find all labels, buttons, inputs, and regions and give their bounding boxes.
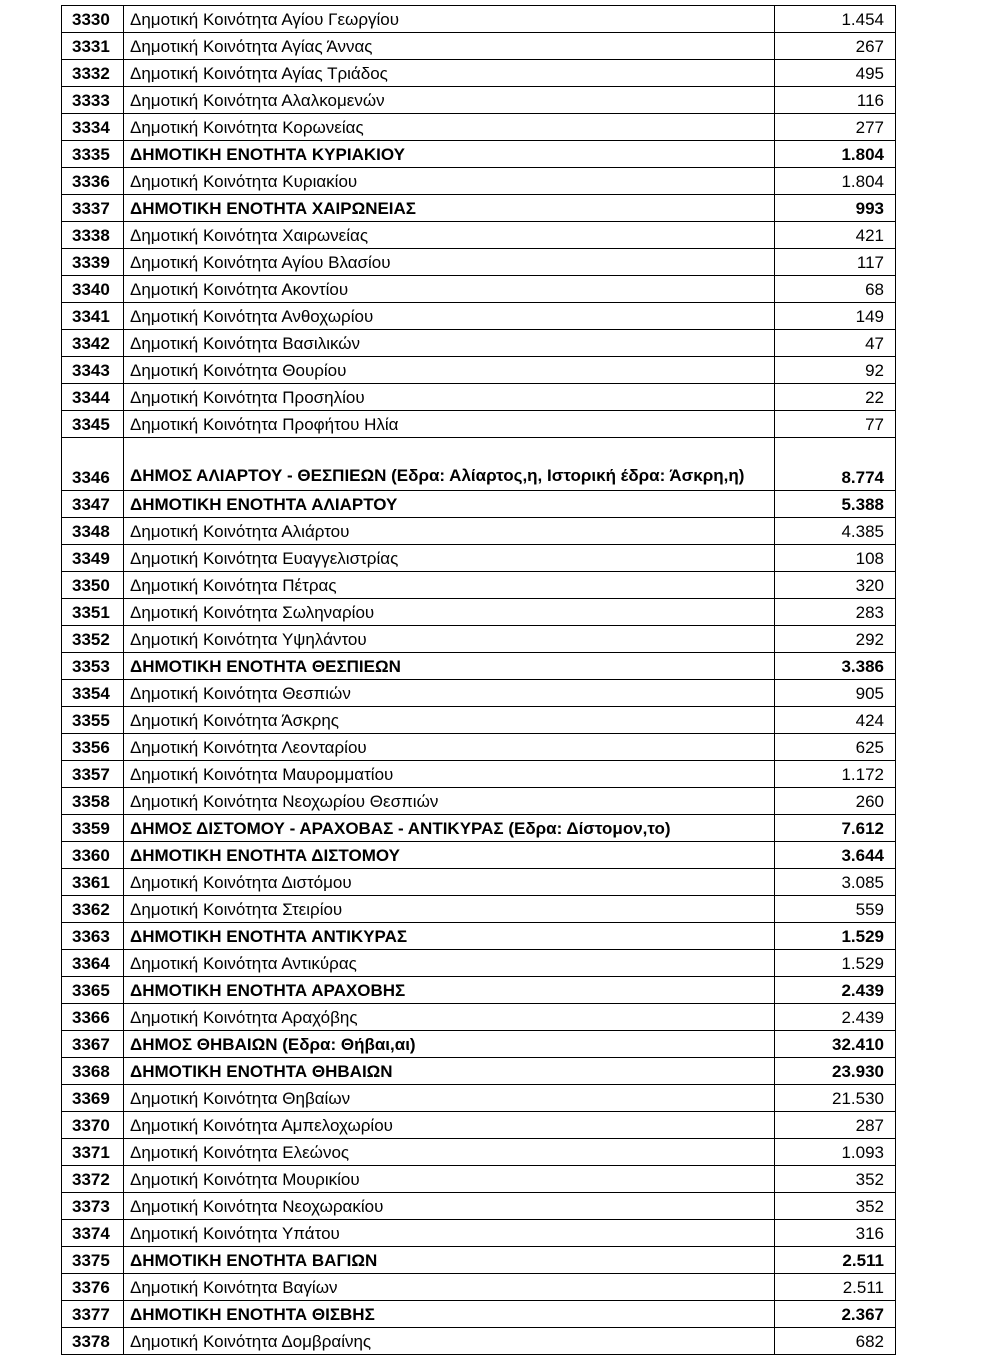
row-value: 3.386	[775, 653, 896, 680]
row-number: 3365	[62, 977, 124, 1004]
table-row	[62, 923, 896, 950]
table-row	[62, 1112, 896, 1139]
table-row	[62, 815, 896, 842]
table-row	[62, 303, 896, 330]
row-number: 3364	[62, 950, 124, 977]
row-value: 3.644	[775, 842, 896, 869]
row-name: Δημοτική Κοινότητα Αλαλκομενών	[124, 87, 775, 114]
row-value: 1.093	[775, 1139, 896, 1166]
table-row	[62, 788, 896, 815]
table-row	[62, 330, 896, 357]
row-name: ΔΗΜΟΤΙΚΗ ΕΝΟΤΗΤΑ ΑΡΑΧΟΒΗΣ	[124, 977, 775, 1004]
row-value: 320	[775, 572, 896, 599]
row-value: 1.529	[775, 923, 896, 950]
row-name: Δημοτική Κοινότητα Υπάτου	[124, 1220, 775, 1247]
row-name: Δημοτική Κοινότητα Σωληναρίου	[124, 599, 775, 626]
row-name: Δημοτική Κοινότητα Πέτρας	[124, 572, 775, 599]
row-number: 3333	[62, 87, 124, 114]
row-number: 3376	[62, 1274, 124, 1301]
row-value: 421	[775, 222, 896, 249]
row-value: 5.388	[775, 491, 896, 518]
row-value: 424	[775, 707, 896, 734]
row-name: Δημοτική Κοινότητα Θηβαίων	[124, 1085, 775, 1112]
row-name: ΔΗΜΟΣ ΔΙΣΤΟΜΟΥ - ΑΡΑΧΟΒΑΣ - ΑΝΤΙΚΥΡΑΣ (Εδρα: Δίστομον,το)	[124, 815, 775, 842]
row-name: Δημοτική Κοινότητα Λεονταρίου	[124, 734, 775, 761]
row-number: 3332	[62, 60, 124, 87]
row-value: 149	[775, 303, 896, 330]
row-value: 68	[775, 276, 896, 303]
row-value: 7.612	[775, 815, 896, 842]
row-value: 116	[775, 87, 896, 114]
row-value: 682	[775, 1328, 896, 1355]
row-name: Δημοτική Κοινότητα Αμπελοχωρίου	[124, 1112, 775, 1139]
row-number: 3335	[62, 141, 124, 168]
row-value: 2.511	[775, 1247, 896, 1274]
row-name: Δημοτική Κοινότητα Προφήτου Ηλία	[124, 411, 775, 438]
table-row	[62, 518, 896, 545]
row-number: 3336	[62, 168, 124, 195]
row-value: 32.410	[775, 1031, 896, 1058]
row-name: Δημοτική Κοινότητα Δομβραίνης	[124, 1328, 775, 1355]
table-row	[62, 438, 896, 491]
table-row	[62, 1085, 896, 1112]
table-row	[62, 572, 896, 599]
row-number: 3374	[62, 1220, 124, 1247]
row-number: 3346	[62, 438, 124, 491]
row-value: 625	[775, 734, 896, 761]
row-name: ΔΗΜΟΤΙΚΗ ΕΝΟΤΗΤΑ ΚΥΡΙΑΚΙΟΥ	[124, 141, 775, 168]
table-row	[62, 707, 896, 734]
row-value: 283	[775, 599, 896, 626]
table-row	[62, 1166, 896, 1193]
row-number: 3352	[62, 626, 124, 653]
row-value: 2.511	[775, 1274, 896, 1301]
table-row	[62, 1193, 896, 1220]
row-value: 993	[775, 195, 896, 222]
table-row	[62, 680, 896, 707]
table-row	[62, 222, 896, 249]
row-value: 21.530	[775, 1085, 896, 1112]
row-name: Δημοτική Κοινότητα Χαιρωνείας	[124, 222, 775, 249]
row-name: Δημοτική Κοινότητα Αλιάρτου	[124, 518, 775, 545]
row-name: Δημοτική Κοινότητα Θεσπιών	[124, 680, 775, 707]
row-name: Δημοτική Κοινότητα Νεοχωρίου Θεσπιών	[124, 788, 775, 815]
row-number: 3360	[62, 842, 124, 869]
row-value: 117	[775, 249, 896, 276]
row-value: 2.367	[775, 1301, 896, 1328]
row-name: Δημοτική Κοινότητα Ελεώνος	[124, 1139, 775, 1166]
row-number: 3363	[62, 923, 124, 950]
table-row	[62, 896, 896, 923]
row-number: 3334	[62, 114, 124, 141]
row-value: 316	[775, 1220, 896, 1247]
row-number: 3366	[62, 1004, 124, 1031]
table-row	[62, 1247, 896, 1274]
table-row	[62, 869, 896, 896]
table-row	[62, 653, 896, 680]
row-name: ΔΗΜΟΤΙΚΗ ΕΝΟΤΗΤΑ ΧΑΙΡΩΝΕΙΑΣ	[124, 195, 775, 222]
row-number: 3371	[62, 1139, 124, 1166]
row-value: 352	[775, 1166, 896, 1193]
row-value: 47	[775, 330, 896, 357]
row-value: 277	[775, 114, 896, 141]
document-page	[61, 5, 895, 1355]
table-row	[62, 1139, 896, 1166]
row-name: Δημοτική Κοινότητα Κυριακίου	[124, 168, 775, 195]
table-row	[62, 1031, 896, 1058]
row-name: Δημοτική Κοινότητα Ανθοχωρίου	[124, 303, 775, 330]
row-number: 3338	[62, 222, 124, 249]
row-number: 3347	[62, 491, 124, 518]
row-name: Δημοτική Κοινότητα Αγίου Γεωργίου	[124, 6, 775, 33]
row-number: 3348	[62, 518, 124, 545]
table-row	[62, 33, 896, 60]
row-name: Δημοτική Κοινότητα Υψηλάντου	[124, 626, 775, 653]
row-number: 3342	[62, 330, 124, 357]
row-name: Δημοτική Κοινότητα Αγίου Βλασίου	[124, 249, 775, 276]
row-number: 3339	[62, 249, 124, 276]
row-number: 3354	[62, 680, 124, 707]
row-name: Δημοτική Κοινότητα Αντικύρας	[124, 950, 775, 977]
table-row	[62, 384, 896, 411]
row-name: ΔΗΜΟΤΙΚΗ ΕΝΟΤΗΤΑ ΔΙΣΤΟΜΟΥ	[124, 842, 775, 869]
row-number: 3344	[62, 384, 124, 411]
row-value: 352	[775, 1193, 896, 1220]
row-name: ΔΗΜΟΤΙΚΗ ΕΝΟΤΗΤΑ ΘΕΣΠΙΕΩΝ	[124, 653, 775, 680]
row-name: Δημοτική Κοινότητα Νεοχωρακίου	[124, 1193, 775, 1220]
row-number: 3345	[62, 411, 124, 438]
table-row	[62, 1301, 896, 1328]
row-value: 77	[775, 411, 896, 438]
row-value: 2.439	[775, 977, 896, 1004]
table-row	[62, 141, 896, 168]
table-row	[62, 842, 896, 869]
row-number: 3349	[62, 545, 124, 572]
table-row	[62, 276, 896, 303]
row-number: 3351	[62, 599, 124, 626]
table-row	[62, 87, 896, 114]
table-row	[62, 977, 896, 1004]
row-name: Δημοτική Κοινότητα Ευαγγελιστρίας	[124, 545, 775, 572]
row-name: Δημοτική Κοινότητα Μουρικίου	[124, 1166, 775, 1193]
row-name: ΔΗΜΟΣ ΘΗΒΑΙΩΝ (Εδρα: Θήβαι,αι)	[124, 1031, 775, 1058]
table-row	[62, 1328, 896, 1355]
table-row	[62, 734, 896, 761]
row-value: 1.172	[775, 761, 896, 788]
table-row	[62, 599, 896, 626]
row-value: 1.804	[775, 141, 896, 168]
row-value: 8.774	[775, 438, 896, 491]
row-number: 3367	[62, 1031, 124, 1058]
row-number: 3373	[62, 1193, 124, 1220]
row-number: 3353	[62, 653, 124, 680]
table-row	[62, 168, 896, 195]
row-number: 3361	[62, 869, 124, 896]
row-name: Δημοτική Κοινότητα Στειρίου	[124, 896, 775, 923]
row-number: 3378	[62, 1328, 124, 1355]
row-value: 108	[775, 545, 896, 572]
row-name: Δημοτική Κοινότητα Βαγίων	[124, 1274, 775, 1301]
row-value: 22	[775, 384, 896, 411]
table-row	[62, 60, 896, 87]
row-value: 4.385	[775, 518, 896, 545]
row-name: Δημοτική Κοινότητα Αραχόβης	[124, 1004, 775, 1031]
row-number: 3337	[62, 195, 124, 222]
row-value: 495	[775, 60, 896, 87]
row-name: ΔΗΜΟΤΙΚΗ ΕΝΟΤΗΤΑ ΘΙΣΒΗΣ	[124, 1301, 775, 1328]
row-name: Δημοτική Κοινότητα Προσηλίου	[124, 384, 775, 411]
row-number: 3350	[62, 572, 124, 599]
row-number: 3375	[62, 1247, 124, 1274]
table-row	[62, 357, 896, 384]
row-number: 3369	[62, 1085, 124, 1112]
table-row	[62, 626, 896, 653]
row-name: Δημοτική Κοινότητα Κορωνείας	[124, 114, 775, 141]
table-row	[62, 545, 896, 572]
row-name: Δημοτική Κοινότητα Διστόμου	[124, 869, 775, 896]
row-number: 3330	[62, 6, 124, 33]
row-name: ΔΗΜΟΤΙΚΗ ΕΝΟΤΗΤΑ ΑΝΤΙΚΥΡΑΣ	[124, 923, 775, 950]
table-row	[62, 950, 896, 977]
row-value: 1.454	[775, 6, 896, 33]
row-value: 260	[775, 788, 896, 815]
row-value: 1.804	[775, 168, 896, 195]
row-number: 3359	[62, 815, 124, 842]
row-number: 3340	[62, 276, 124, 303]
row-number: 3362	[62, 896, 124, 923]
row-number: 3372	[62, 1166, 124, 1193]
row-number: 3377	[62, 1301, 124, 1328]
row-number: 3331	[62, 33, 124, 60]
table-body	[62, 6, 896, 1355]
row-value: 2.439	[775, 1004, 896, 1031]
row-number: 3358	[62, 788, 124, 815]
population-table	[61, 5, 896, 1355]
row-value: 905	[775, 680, 896, 707]
table-row	[62, 1274, 896, 1301]
row-number: 3357	[62, 761, 124, 788]
row-name: Δημοτική Κοινότητα Αγίας Άννας	[124, 33, 775, 60]
table-row	[62, 411, 896, 438]
row-name: Δημοτική Κοινότητα Αγίας Τριάδος	[124, 60, 775, 87]
row-value: 3.085	[775, 869, 896, 896]
row-number: 3356	[62, 734, 124, 761]
row-value: 1.529	[775, 950, 896, 977]
row-number: 3368	[62, 1058, 124, 1085]
row-number: 3341	[62, 303, 124, 330]
row-value: 92	[775, 357, 896, 384]
row-number: 3355	[62, 707, 124, 734]
table-row	[62, 6, 896, 33]
row-name: Δημοτική Κοινότητα Άσκρης	[124, 707, 775, 734]
row-number: 3370	[62, 1112, 124, 1139]
row-name: Δημοτική Κοινότητα Θουρίου	[124, 357, 775, 384]
row-value: 292	[775, 626, 896, 653]
table-row	[62, 1220, 896, 1247]
row-value: 559	[775, 896, 896, 923]
row-name: Δημοτική Κοινότητα Ακοντίου	[124, 276, 775, 303]
row-value: 267	[775, 33, 896, 60]
row-name: ΔΗΜΟΤΙΚΗ ΕΝΟΤΗΤΑ ΑΛΙΑΡΤΟΥ	[124, 491, 775, 518]
row-number: 3343	[62, 357, 124, 384]
row-value: 287	[775, 1112, 896, 1139]
table-row	[62, 761, 896, 788]
table-row	[62, 491, 896, 518]
table-row	[62, 195, 896, 222]
table-row	[62, 1004, 896, 1031]
row-name: ΔΗΜΟΤΙΚΗ ΕΝΟΤΗΤΑ ΘΗΒΑΙΩΝ	[124, 1058, 775, 1085]
row-name: ΔΗΜΟΣ ΑΛΙΑΡΤΟΥ - ΘΕΣΠΙΕΩΝ (Εδρα: Αλίαρτος,η, Ιστορική έδρα: Άσκρη,η)	[124, 438, 775, 491]
row-value: 23.930	[775, 1058, 896, 1085]
row-name: Δημοτική Κοινότητα Μαυρομματίου	[124, 761, 775, 788]
table-row	[62, 114, 896, 141]
row-name: ΔΗΜΟΤΙΚΗ ΕΝΟΤΗΤΑ ΒΑΓΙΩΝ	[124, 1247, 775, 1274]
row-name: Δημοτική Κοινότητα Βασιλικών	[124, 330, 775, 357]
table-row	[62, 249, 896, 276]
table-row	[62, 1058, 896, 1085]
